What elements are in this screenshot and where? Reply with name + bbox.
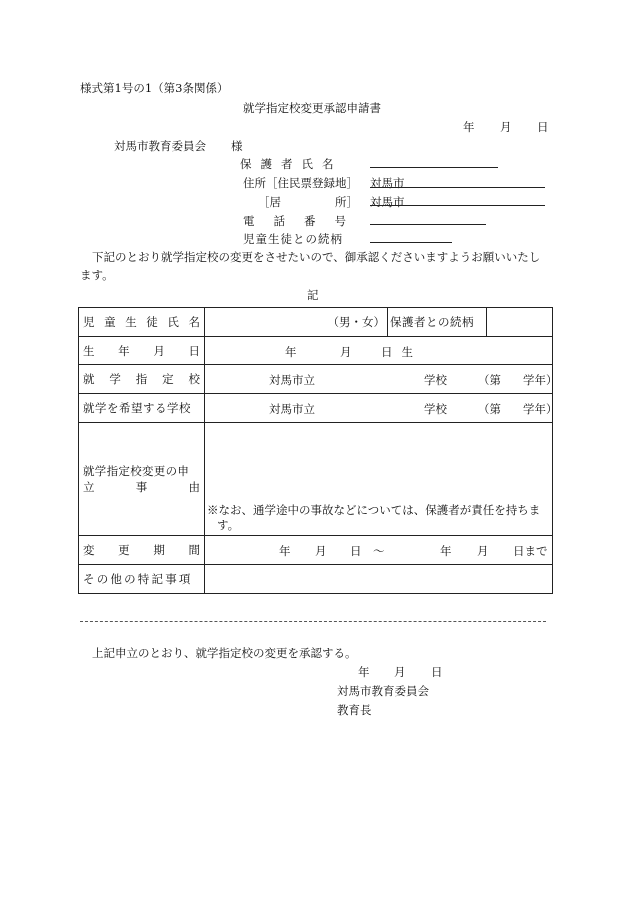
- birth-year: 年: [285, 345, 297, 359]
- addressee: 対馬市教育委員会: [114, 139, 206, 153]
- approval-date-day: 日: [431, 665, 443, 679]
- designated-school-row: [79, 365, 553, 394]
- desired-school-suffix: 学校: [424, 402, 447, 416]
- relation-label: 児童生徒との続柄: [243, 232, 343, 246]
- date-month: 月: [500, 120, 512, 134]
- reason-label-line1: 就学指定校変更の申: [83, 464, 190, 478]
- guardian-relation-label: 保護者との続柄: [388, 308, 487, 337]
- reason-field[interactable]: [205, 423, 553, 536]
- guardian-name-label: 保護者氏名: [240, 157, 343, 171]
- residence-field[interactable]: [370, 205, 545, 206]
- period-tilde: 〜: [373, 544, 385, 558]
- addressee-honorific: 様: [231, 139, 243, 153]
- student-name-field[interactable]: [205, 308, 388, 337]
- approval-text: 上記申立のとおり、就学指定校の変更を承認する。: [92, 646, 357, 660]
- designated-grade-close: 学年）: [523, 373, 558, 387]
- period-start-day: 日: [350, 544, 362, 558]
- period-end-year: 年: [440, 544, 452, 558]
- guardian-relation-field[interactable]: [487, 308, 553, 337]
- reason-note: ※なお、通学途中の事故などについては、保護者が責任を持ちます。: [207, 503, 541, 532]
- ki-label: 記: [307, 288, 319, 302]
- other-notes-row: [79, 565, 553, 594]
- period-end-month: 月: [477, 544, 489, 558]
- designated-grade-open: （第: [478, 373, 501, 387]
- reason-label-line2: 立 事 由: [83, 480, 200, 494]
- period-end-day: 日まで: [513, 544, 548, 558]
- form-title: 就学指定校変更承認申請書: [243, 101, 381, 115]
- student-name-label: 児 童 生 徒 氏 名: [83, 315, 200, 329]
- desired-school-label: 就学を希望する学校: [79, 394, 205, 423]
- birthdate-label: 生 年 月 日: [83, 343, 200, 358]
- designated-school-label: 就 学 指 定 校: [83, 372, 200, 386]
- relation-field[interactable]: [370, 242, 452, 243]
- desired-grade-close: 学年）: [523, 402, 558, 416]
- period-start-year: 年: [279, 544, 291, 558]
- residence-value: 対馬市: [370, 195, 405, 209]
- desired-school-row: [79, 394, 553, 423]
- date-day: 日: [537, 120, 549, 134]
- address-label: 住所［住民票登録地］: [243, 176, 358, 190]
- birth-day: 日生: [381, 345, 422, 359]
- gender-select[interactable]: （男・女）: [327, 315, 385, 329]
- form-number: 様式第1号の1（第3条関係）: [80, 81, 229, 95]
- residence-label-open: ［居: [258, 195, 281, 209]
- approval-board: 対馬市教育委員会: [337, 684, 429, 698]
- designated-school-suffix: 学校: [424, 373, 447, 387]
- reason-label: [79, 423, 205, 536]
- approval-date-year: 年: [358, 665, 370, 679]
- reason-row: [79, 423, 553, 536]
- phone-field[interactable]: [370, 224, 486, 225]
- period-start-month: 月: [315, 544, 327, 558]
- birthdate-field[interactable]: [205, 337, 553, 365]
- designated-city: 対馬市立: [269, 373, 315, 387]
- desired-grade-open: （第: [478, 402, 501, 416]
- guardian-name-field[interactable]: [370, 167, 498, 168]
- phone-label: 電話番号: [243, 214, 365, 228]
- period-field[interactable]: [205, 536, 553, 565]
- designated-school-field[interactable]: [205, 365, 558, 394]
- date-year: 年: [463, 120, 475, 134]
- desired-school-field[interactable]: [205, 394, 558, 423]
- student-name-row: [79, 308, 553, 337]
- address-field[interactable]: [370, 187, 545, 188]
- period-label: 変 更 期 間: [83, 543, 200, 557]
- birthdate-row: [79, 337, 553, 365]
- other-notes-label: その他の特記事項: [79, 565, 205, 594]
- desired-city: 対馬市立: [269, 402, 315, 416]
- approval-date-month: 月: [394, 665, 406, 679]
- cut-line: [80, 621, 546, 622]
- birth-month: 月: [340, 345, 352, 359]
- other-notes-field[interactable]: [205, 565, 553, 594]
- request-text: 下記のとおり就学指定校の変更をさせたいので、御承認くださいますようお願いいたします。: [80, 250, 541, 282]
- residence-label-close: 所］: [335, 195, 358, 209]
- approval-superintendent: 教育長: [337, 703, 372, 717]
- period-row: [79, 536, 553, 565]
- address-value: 対馬市: [370, 176, 405, 190]
- application-table: [78, 307, 558, 594]
